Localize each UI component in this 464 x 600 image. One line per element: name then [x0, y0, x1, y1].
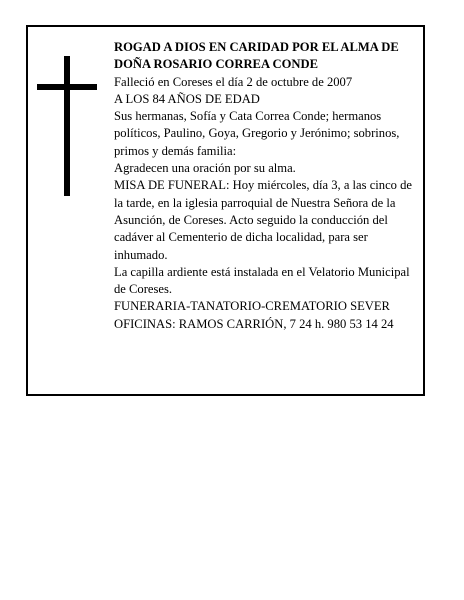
death-info: Falleció en Coreses el día 2 de octubre de 2007: [114, 74, 353, 89]
deceased-name: DOÑA ROSARIO CORREA CONDE: [114, 57, 318, 72]
offices-info: OFICINAS: RAMOS CARRIÓN, 7 24 h. 980 53 14 24: [114, 316, 394, 331]
funeral-info: MISA DE FUNERAL: Hoy miércoles, día 3, a las cinco de la tarde, en la iglesia parroquial de Nuestra Señora de la Asunción, de Coreses. Acto seguido la conducción del cadáver al Cementerio de dicha localidad, para ser inhumado.: [114, 178, 413, 262]
age-info: A LOS 84 AÑOS DE EDAD: [114, 91, 260, 106]
cross-icon: [37, 56, 97, 196]
chapel-info: La capilla ardiente está instalada en el Velatorio Municipal de Coreses.: [114, 264, 410, 297]
cross-horizontal-bar: [37, 84, 97, 90]
notice-body: [114, 39, 419, 333]
funeral-home: FUNERARIA-TANATORIO-CREMATORIO SEVER: [114, 299, 390, 314]
notice-heading: ROGAD A DIOS EN CARIDAD POR EL ALMA DE: [114, 40, 399, 54]
cross-vertical-bar: [64, 56, 70, 196]
thanks-text: Agradecen una oración por su alma.: [114, 161, 296, 176]
family-info: Sus hermanas, Sofía y Cata Correa Conde; hermanos políticos, Paulino, Goya, Gregorio y Jerónimo; sobrinos, primos y demás familia:: [114, 109, 400, 158]
